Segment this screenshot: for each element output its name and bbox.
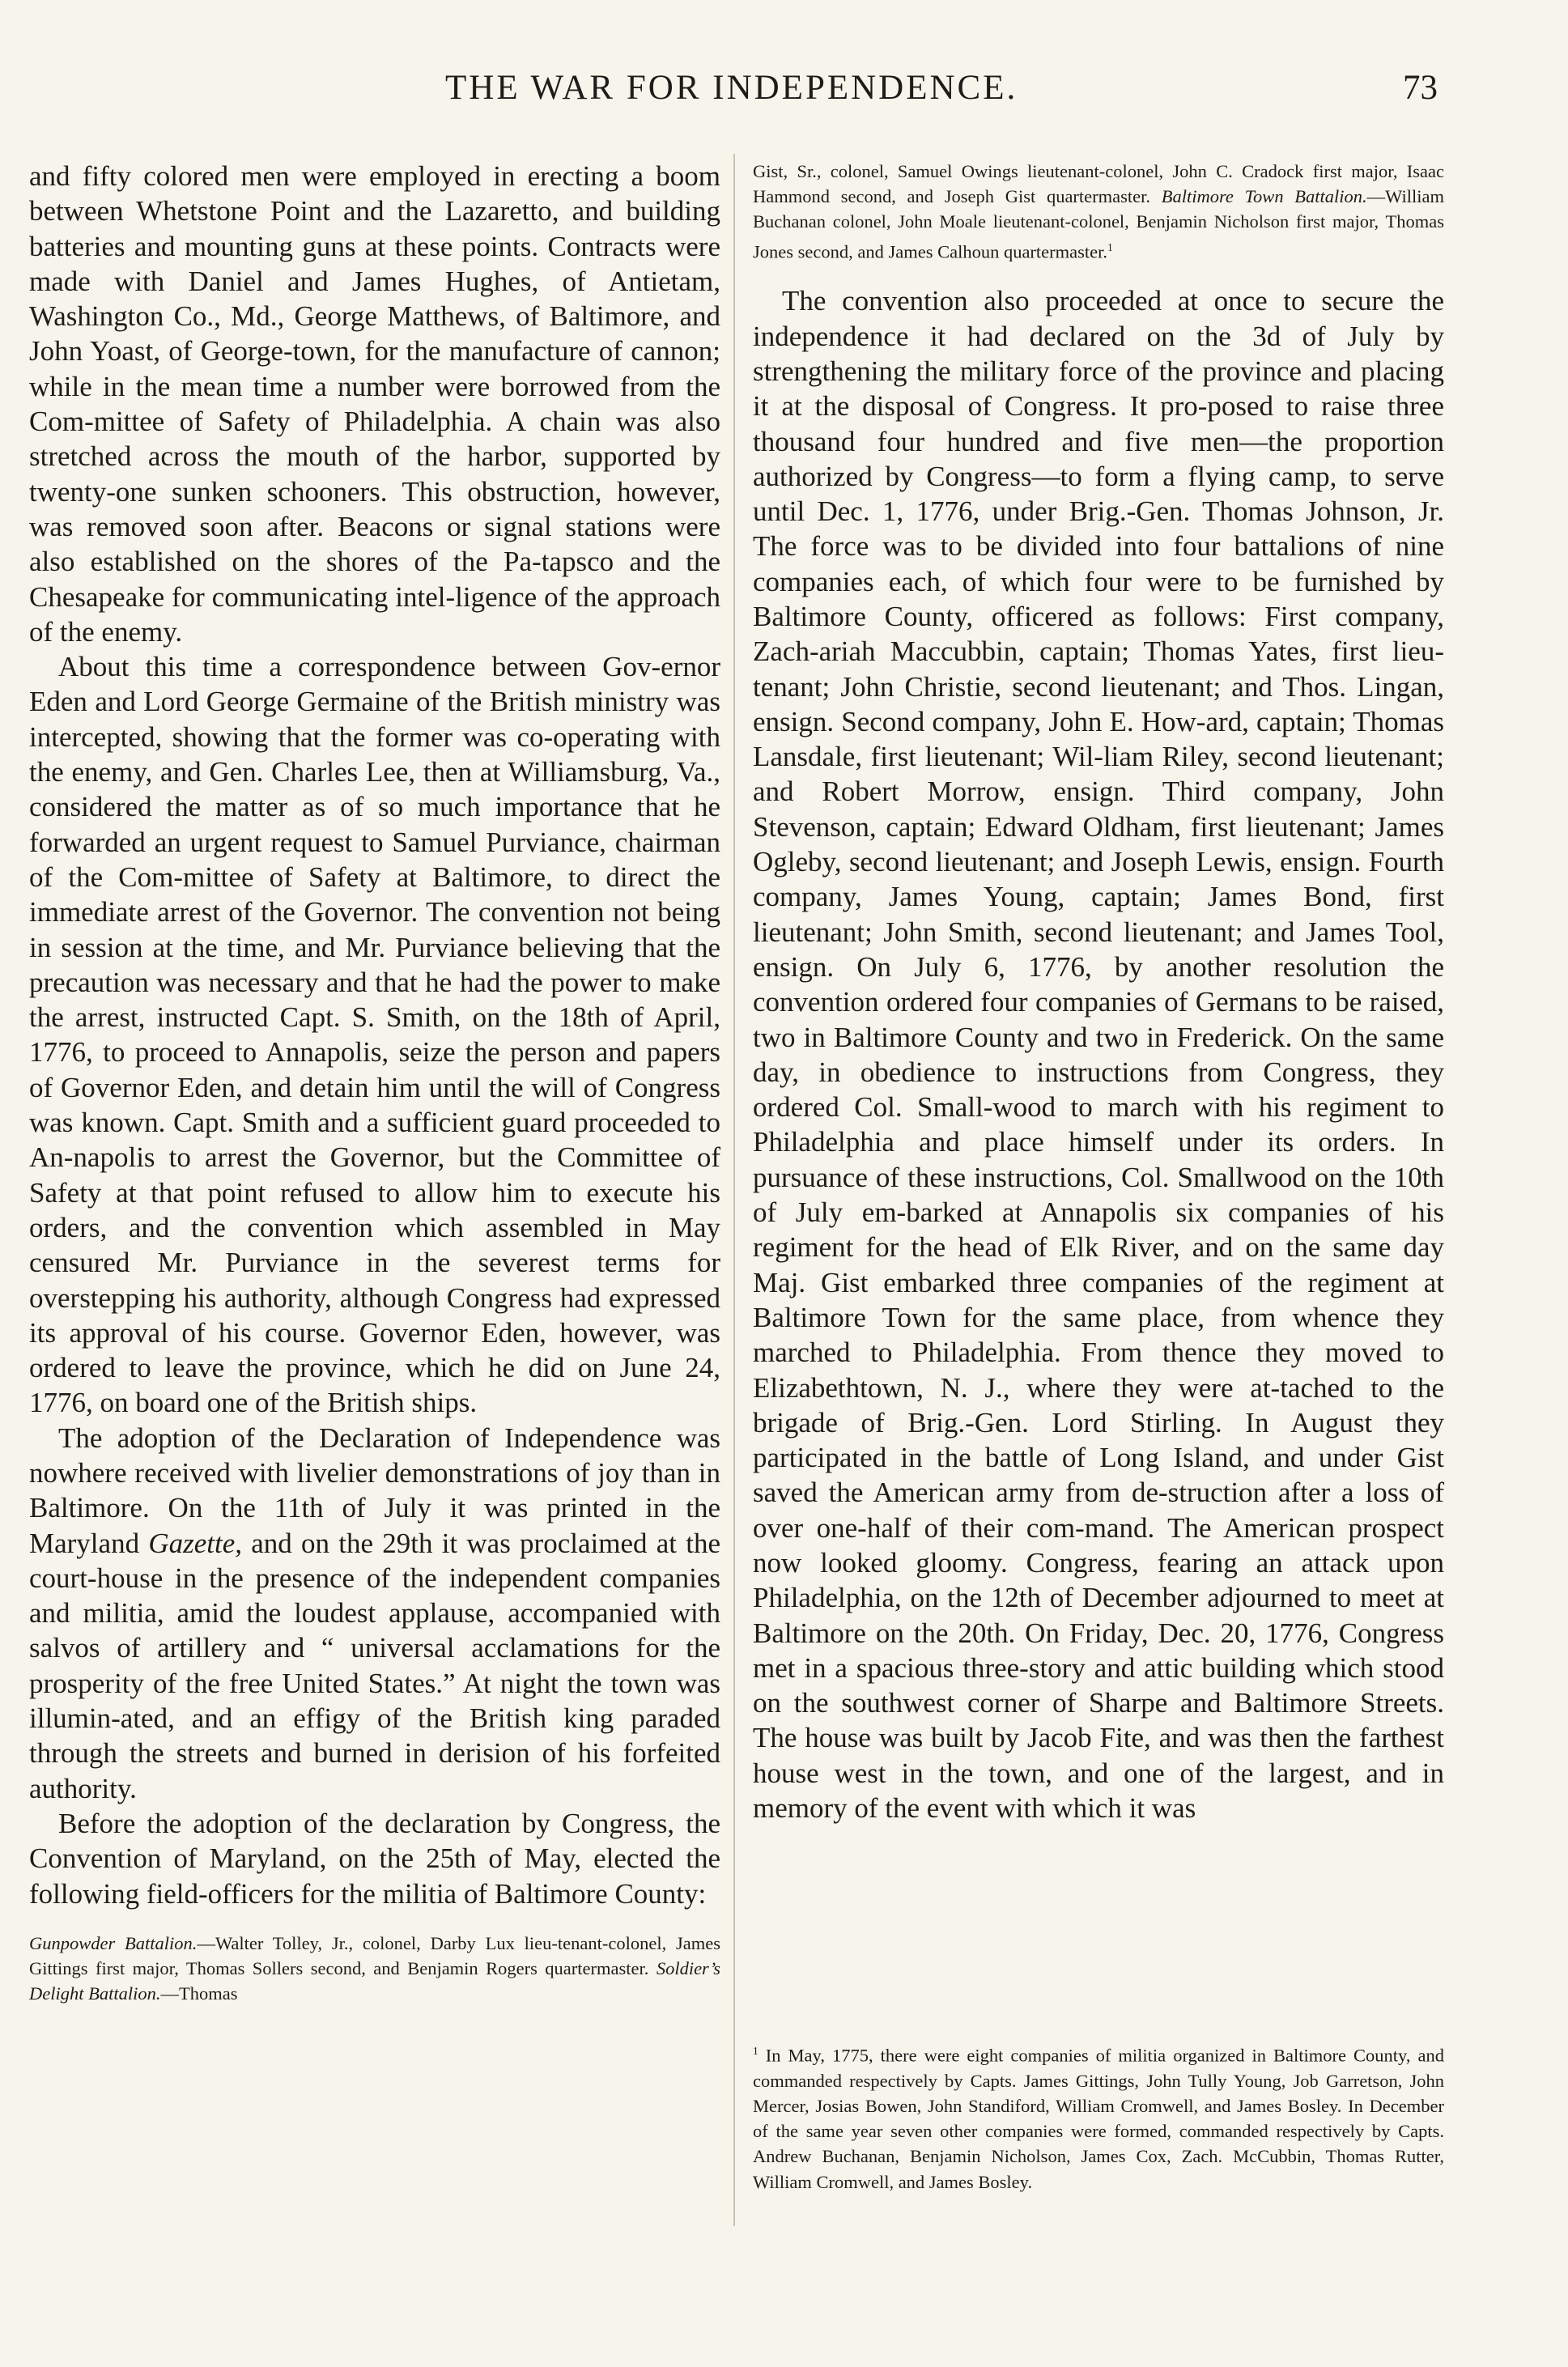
paragraph-flying-camp: The convention also proceeded at once to secure the independence it had declared on the 3d of July by strengthening the military force of the province and placing it at the disposal of Congress. It pro-posed to raise three thousand four hundred and five men—the proportion authorized by Congress—to form a flying camp, to serve until Dec. 1, 1776, under Brig.-Gen. Thomas Johnson, Jr. The force was to be divided into four battalions of nine companies each, of which four were to be furnished by Baltimore County, officered as follows: First company, Zach-ariah Maccubbin, captain; Thomas Yates, first lieu-tenant; John Christie, second lieutenant; and Thos. Lingan, ensign. Second company, John E. How-ard, captain; Thomas Lansdale, first lieutenant; Wil-liam Riley, second lieutenant; and Robert Morrow, ensign. Third company, John Stevenson, captain; Edward Oldham, first lieutenant; James Ogleby, second lieutenant; and Joseph Lewis, ensign. Fourth company, James Young, captain; James Bond, first lieutenant; John Smith, second lieutenant; and James Tool, ensign. On July 6, 1776, by another resolution the convention ordered four companies of Germans to be raised, two in Baltimore County and two in Frederick. On the same day, in obedience to instructions from Congress, they ordered Col. Small-wood to march with his regiment to Philadelphia and place himself under its orders. In pursuance of these instructions, Col. Smallwood on the 10th of July em-barked at Annapolis six companies of his regiment for the head of Elk River, and on the same day Maj. Gist embarked three companies of the regiment at Baltimore Town for the same place, from whence they marched to Philadelphia. From thence they moved to Elizabethtown, N. J., where they were at-tached to the brigade of Brig.-Gen. Lord Stirling. In August they participated in the battle of Long Island, and under Gist saved the American army from de-struction after a loss of over one-half of their com-mand. The American prospect now looked gloomy. Congress, fearing an attack upon Philadelphia, on the 12th of December adjourned to meet at Baltimore on the 20th. On Friday, Dec. 20, 1776, Congress met in a spacious three-story and attic building which stood on the southwest corner of Sharpe and Baltimore Streets. The house was built by Jacob Fite, and was then the farthest house west in the town, and one of the largest, and in memory of the event with which it was: [753, 285, 1444, 1825]
gazette-title: Gazette,: [148, 1527, 242, 1559]
column-divider: [733, 154, 735, 2226]
paragraph-declaration: [29, 1421, 720, 1806]
page-title: THE WAR FOR INDEPENDENCE.: [445, 69, 1018, 107]
paragraph-declaration-part-b: and on the 29th it was proclaimed at the court-house in the presence of the independent companies and militia, amid the loudest applause, accompanied with salvos of artillery and “ universal acclamations for the prosperity of the free United States.” At night the town was illumin-ated, and an effigy of the British king paraded through the streets and burned in derision of his forfeited authority.: [29, 1527, 720, 1804]
footnote: [753, 2038, 1444, 2195]
baltimore-town-battalion-label: Baltimore Town Battalion.: [1161, 186, 1367, 207]
battalion-list-right: [753, 159, 1444, 264]
paragraph-declaration-part-a: The adoption of the Declaration of Independence was nowhere received with livelier demonstrations of joy than in Baltimore. On the 11th of July it was printed in the Maryland: [29, 1421, 720, 1559]
soldiers-delight-battalion-continued: Gist, Sr., colonel, Samuel Owings lieutenant-colonel, John C. Cradock first major, Isaac Hammond second, and Joseph Gist quartermaster.: [753, 161, 1444, 207]
footnote-marker: 1: [753, 2045, 759, 2057]
page-number: 73: [1403, 69, 1438, 107]
soldiers-delight-battalion-text: —Thomas: [160, 1983, 238, 2004]
baltimore-town-battalion-text: —William Buchanan colonel, John Moale lieutenant-colonel, Benjamin Nicholson first major, Thomas Jones second, and James Calhoun quartermaster.: [753, 186, 1445, 262]
paragraph-harbor-defenses: and fifty colored men were employed in erecting a boom between Whetstone Point and the Lazaretto, and building batteries and mounting guns at these points. Contracts were made with Daniel and James Hughes, of Antietam, Washington Co., Md., George Matthews, of Baltimore, and John Yoast, of George-town, for the manufacture of cannon; while in the mean time a number were borrowed from the Com-mittee of Safety of Philadelphia. A chain was also stretched across the mouth of the harbor, supported by twenty-one sunken schooners. This obstruction, however, was removed soon after. Beacons or signal stations were also established on the shores of the Pa-tapsco and the Chesapeake for communicating intel-ligence of the approach of the enemy.: [29, 160, 720, 648]
gunpowder-battalion-text: —Walter Tolley, Jr., colonel, Darby Lux lieu-tenant-colonel, James Gittings first major, Thomas Sollers second, and Benjamin Rogers quartermaster.: [29, 1932, 720, 1979]
left-column: [29, 159, 720, 2006]
right-column: [753, 159, 1444, 1825]
soldiers-delight-battalion-label: Soldier’s Delight Battalion.: [29, 1958, 720, 2004]
paragraph-field-officers: Before the adoption of the declaration by Congress, the Convention of Maryland, on the 25th of May, elected the following field-officers for the militia of Baltimore County:: [29, 1807, 720, 1910]
gunpowder-battalion-label: Gunpowder Battalion.: [29, 1932, 198, 1953]
battalion-list-left: [29, 1931, 720, 2007]
footnote-body: In May, 1775, there were eight companies of militia organized in Baltimore County, and commanded respectively by Capts. James Gittings, John Tully Young, Job Garretson, John Mercer, Josias Bowen, John Standiford, William Cromwell, and James Bosley. In December of the same year seven other companies were formed, commanded respectively by Capts. Andrew Buchanan, Benjamin Nicholson, James Cox, Zach. McCubbin, Thomas Rutter, William Cromwell, and James Bosley.: [753, 2045, 1444, 2192]
spacer: [753, 264, 1444, 283]
running-head: [0, 68, 1568, 117]
footnote-reference: 1: [1107, 240, 1113, 253]
footnote-text: [753, 2038, 1444, 2195]
paragraph-governor-eden: About this time a correspondence between Gov-ernor Eden and Lord George Germaine of the British ministry was intercepted, showing that the former was co-operating with the enemy, and Gen. Charles Lee, then at Williamsburg, Va., considered the matter as of so much importance that he forwarded an urgent request to Samuel Purviance, chairman of the Com-mittee of Safety at Baltimore, to direct the immediate arrest of the Governor. The convention not being in session at the time, and Mr. Purviance believing that the precaution was necessary and that he had the power to make the arrest, instructed Capt. S. Smith, on the 18th of April, 1776, to proceed to Annapolis, seize the person and papers of Governor Eden, and detain him until the will of Congress was known. Capt. Smith and a sufficient guard proceeded to An-napolis to arrest the Governor, but the Committee of Safety at that point refused to allow him to execute his orders, and the convention which assembled in May censured Mr. Purviance in the severest terms for overstepping his authority, although Congress had expressed its approval of his course. Governor Eden, however, was ordered to leave the province, which he did on June 24, 1776, on board one of the British ships.: [29, 651, 720, 1419]
spacer: [29, 1911, 720, 1931]
